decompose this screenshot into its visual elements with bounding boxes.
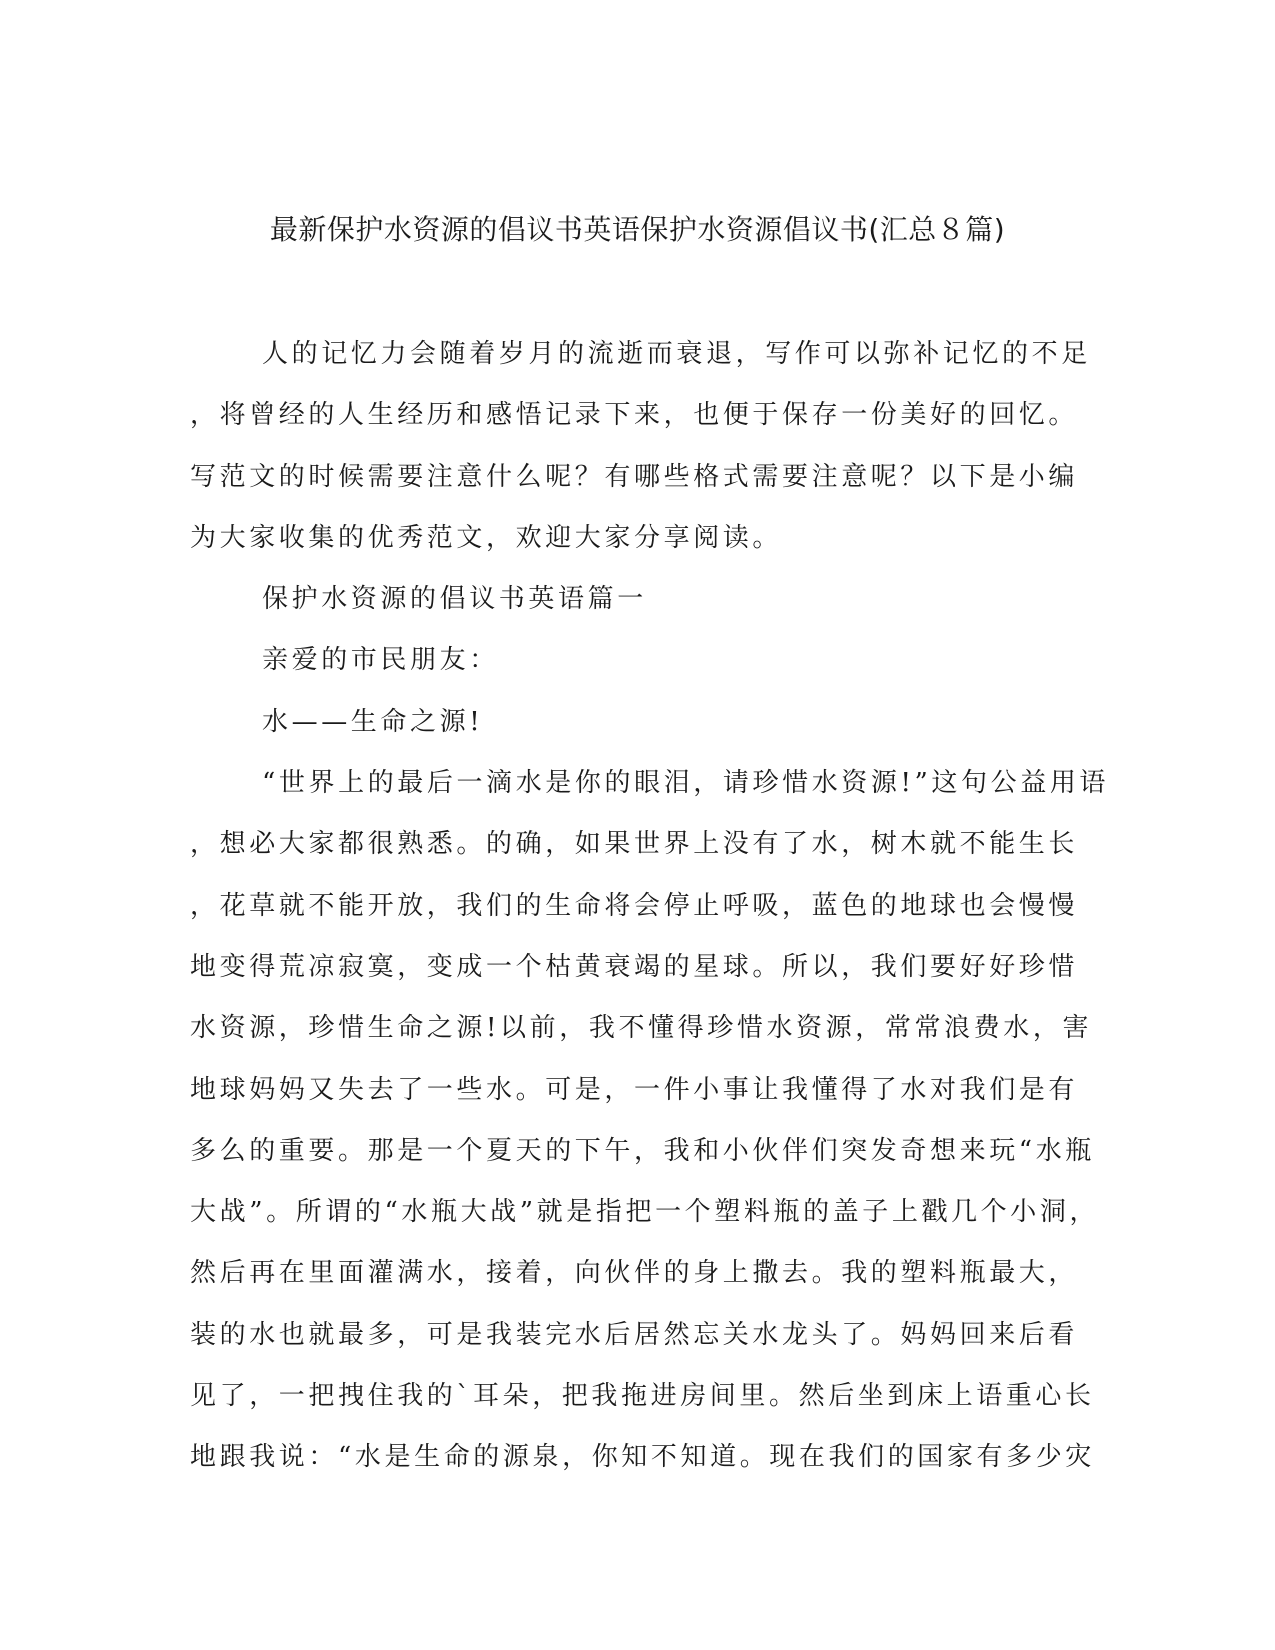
text-line: 地跟我说：“水是生命的源泉，你知不知道。现在我们的国家有多少灾 (190, 1442, 1095, 1473)
text-line: 亲爱的市民朋友： (262, 645, 499, 676)
document-body (190, 334, 1110, 1499)
text-line: 大战”。所谓的“水瓶大战”就是指把一个塑料瓶的盖子上戳几个小洞， (190, 1197, 1100, 1228)
text-line: 为大家收集的优秀范文，欢迎大家分享阅读。 (190, 522, 783, 553)
text-line: 然后再在里面灌满水，接着，向伙伴的身上撒去。我的塑料瓶最大， (190, 1258, 1079, 1289)
text-line: “世界上的最后一滴水是你的眼泪，请珍惜水资源!”这句公益用语 (262, 768, 1110, 799)
text-line: ，想必大家都很熟悉。的确，如果世界上没有了水，树木就不能生长 (190, 829, 1079, 860)
text-line: 地变得荒凉寂寞，变成一个枯黄衰竭的星球。所以，我们要好好珍惜 (190, 951, 1079, 982)
document-title: 最新保护水资源的倡议书英语保护水资源倡议书(汇总８篇) (269, 213, 1006, 246)
text-line: 见了，一把拽住我的`耳朵，把我拖进房间里。然后坐到床上语重心长 (190, 1381, 1095, 1412)
text-line: 地球妈妈又失去了一些水。可是，一件小事让我懂得了水对我们是有 (190, 1074, 1079, 1105)
text-line: 装的水也就最多，可是我装完水后居然忘关水龙头了。妈妈回来后看 (190, 1319, 1079, 1350)
text-line: 水——生命之源! (262, 706, 484, 737)
text-line: ，将曾经的人生经历和感悟记录下来，也便于保存一份美好的回忆。 (190, 400, 1079, 431)
text-line: 人的记忆力会随着岁月的流逝而衰退，写作可以弥补记忆的不足 (262, 339, 1091, 369)
text-line: 多么的重要。那是一个夏天的下午，我和小伙伴们突发奇想来玩“水瓶 (190, 1135, 1095, 1166)
text-line: 水资源，珍惜生命之源!以前，我不懂得珍惜水资源，常常浪费水，害 (190, 1013, 1093, 1044)
text-line: ，花草就不能开放，我们的生命将会停止呼吸，蓝色的地球也会慢慢 (190, 890, 1079, 921)
text-line: 写范文的时候需要注意什么呢？有哪些格式需要注意呢？以下是小编 (190, 461, 1079, 492)
text-line: 保护水资源的倡议书英语篇一 (262, 584, 647, 615)
